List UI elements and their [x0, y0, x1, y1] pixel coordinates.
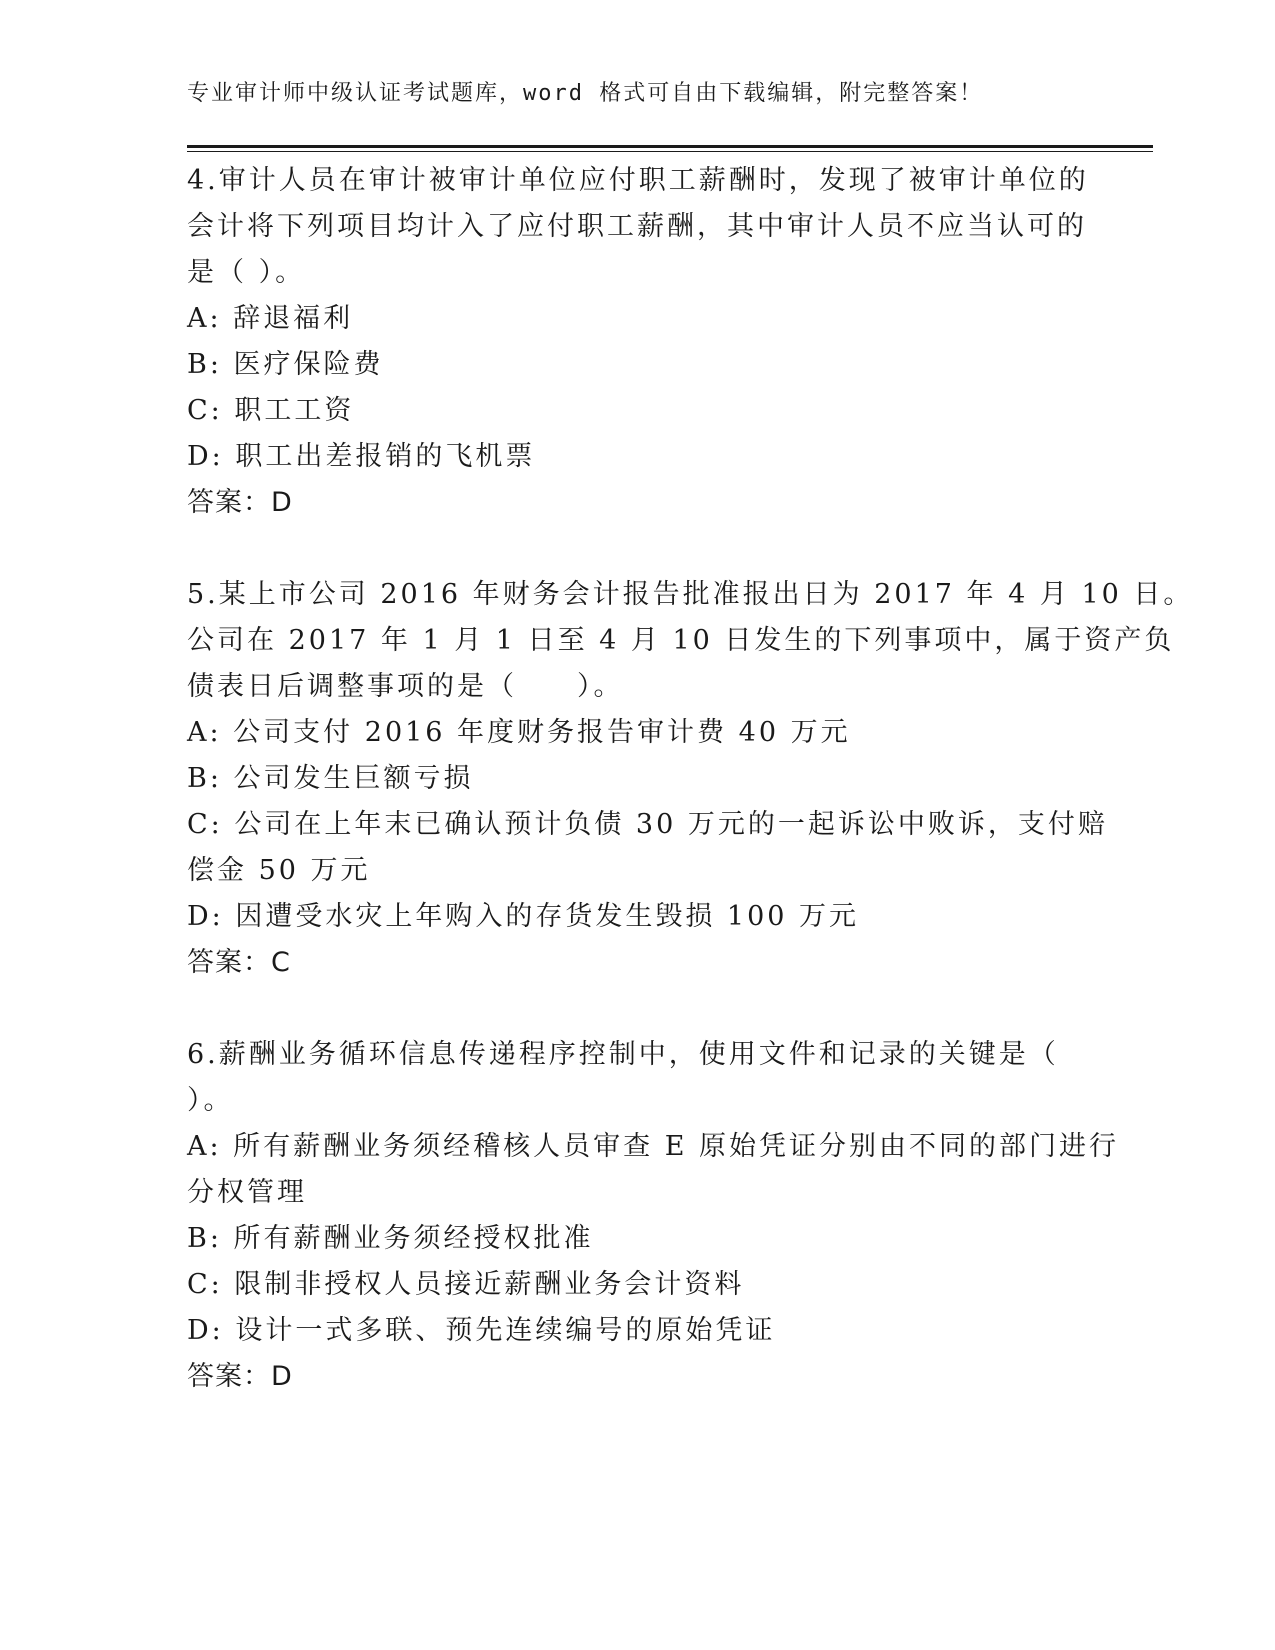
page-header: 专业审计师中级认证考试题库，word 格式可自由下载编辑，附完整答案！ — [187, 81, 984, 106]
option-d: D: 因遭受水灾上年购入的存货发生毁损 100 万元 — [187, 901, 860, 932]
option-a: A: 辞退福利 — [187, 303, 354, 334]
option-d: D: 设计一式多联、预先连续编号的原始凭证 — [187, 1315, 776, 1346]
option-a: A: 公司支付 2016 年度财务报告审计费 40 万元 — [187, 717, 851, 748]
header-divider-thin — [187, 151, 1153, 152]
option-c-continued: 偿金 50 万元 — [187, 855, 371, 886]
option-b: B: 公司发生巨额亏损 — [187, 763, 474, 794]
question-stem-line: 5.某上市公司 2016 年财务会计报告批准报出日为 2017 年 4 月 10 日。 — [187, 579, 1194, 610]
spacer — [187, 986, 1067, 1032]
question-stem-line: 是（ ）。 — [187, 257, 306, 288]
question-4 — [187, 158, 1089, 526]
option-a: A: 所有薪酬业务须经稽核人员审查 E 原始凭证分别由不同的部门进行 — [187, 1131, 1120, 1162]
question-stem-line: 债表日后调整事项的是（ ）。 — [187, 671, 624, 702]
option-a-continued: 分权管理 — [187, 1177, 307, 1208]
question-stem-line: ）。 — [187, 1085, 234, 1116]
spacer — [187, 526, 1067, 572]
answer: 答案：C — [187, 947, 291, 978]
question-5 — [187, 572, 1194, 986]
question-stem-line: 公司在 2017 年 1 月 1 日至 4 月 10 日发生的下列事项中，属于资产负 — [187, 625, 1175, 656]
question-stem-line: 6.薪酬业务循环信息传递程序控制中，使用文件和记录的关键是（ — [187, 1039, 1059, 1070]
option-b: B: 所有薪酬业务须经授权批准 — [187, 1223, 594, 1254]
option-c: C: 职工工资 — [187, 395, 355, 426]
question-stem-line: 会计将下列项目均计入了应付职工薪酬，其中审计人员不应当认可的 — [187, 211, 1087, 242]
answer: 答案：D — [187, 1361, 293, 1392]
answer: 答案：D — [187, 487, 293, 518]
option-b: B: 医疗保险费 — [187, 349, 384, 380]
option-c: C: 限制非授权人员接近薪酬业务会计资料 — [187, 1269, 745, 1300]
header-divider-thick — [187, 145, 1153, 148]
question-stem-line: 4.审计人员在审计被审计单位应付职工薪酬时，发现了被审计单位的 — [187, 165, 1089, 196]
question-6 — [187, 1032, 1120, 1400]
question-list — [187, 158, 1194, 1400]
option-c: C: 公司在上年末已确认预计负债 30 万元的一起诉讼中败诉，支付赔 — [187, 809, 1108, 840]
option-d: D: 职工出差报销的飞机票 — [187, 441, 536, 472]
